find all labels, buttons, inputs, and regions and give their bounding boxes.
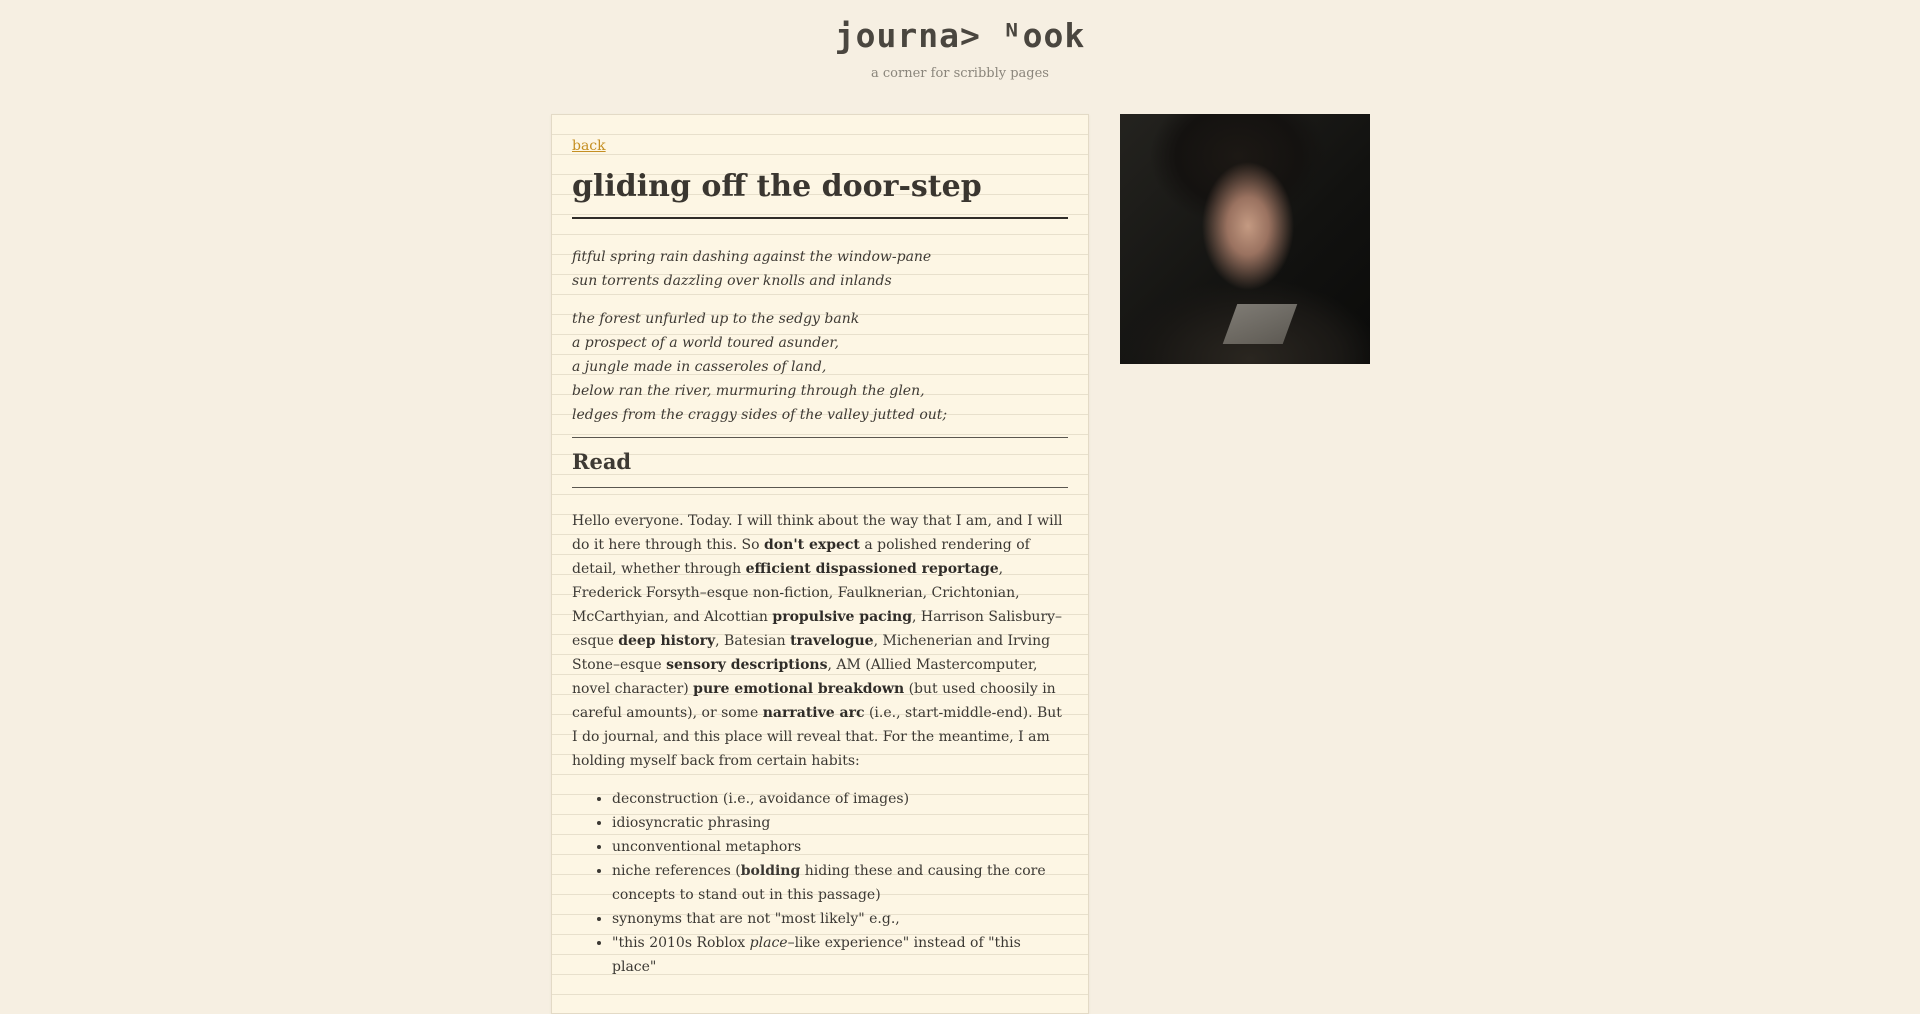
habit-item	[612, 931, 1068, 979]
post-card	[551, 114, 1089, 1014]
poem-stanza-1	[572, 245, 1068, 293]
site-tagline: a corner for scribbly pages	[871, 66, 1049, 81]
section-heading-read: Read	[572, 437, 1068, 488]
habit-item	[612, 787, 1068, 811]
text-segment: , Michenerian and Irving Stone–esque	[572, 633, 1051, 673]
text-segment: deconstruction (i.e., avoidance of images)	[612, 791, 910, 807]
bold-phrase: pure emotional breakdown	[693, 681, 905, 697]
bold-phrase: propulsive pacing	[772, 609, 912, 625]
portrait-collar	[1223, 304, 1298, 344]
poem-line: below ran the river, murmuring through the glen,	[572, 383, 925, 399]
site-title[interactable]: journa> ᴺook	[834, 16, 1086, 55]
poem-line: the forest unfurled up to the sedgy bank	[572, 311, 860, 327]
bold-phrase: efficient dispassioned reportage	[745, 561, 999, 577]
text-segment: , Harrison Salisbury–esque	[572, 609, 1063, 649]
post-title: gliding off the door-step	[572, 167, 1068, 219]
poem-line: sun torrents dazzling over knolls and inlands	[572, 273, 892, 289]
habits-list	[572, 787, 1068, 979]
text-segment: , AM (Allied Mastercomputer, novel character)	[572, 657, 1038, 697]
poem-line: a prospect of a world toured asunder,	[572, 335, 839, 351]
poem-stanza-2	[572, 307, 1068, 427]
text-segment: unconventional metaphors	[612, 839, 802, 855]
text-segment: , Batesian	[715, 633, 791, 649]
intro-paragraph	[572, 509, 1068, 773]
bold-phrase: sensory descriptions	[666, 657, 828, 673]
italic-phrase: place	[749, 935, 788, 951]
portrait-image	[1120, 114, 1370, 364]
back-link[interactable]: back	[572, 138, 606, 154]
habit-item	[612, 859, 1068, 907]
text-segment: hiding these and causing the core concepts to stand out in this passage)	[612, 863, 1046, 903]
bold-phrase: narrative arc	[762, 705, 865, 721]
text-segment: –like experience" instead of "this place"	[612, 935, 1021, 975]
habit-item	[612, 811, 1068, 835]
bold-phrase: don't expect	[764, 537, 860, 553]
habit-item	[612, 835, 1068, 859]
text-segment: , Frederick Forsyth–esque non-fiction, Faulknerian, Crichtonian, McCarthyian, and Alcottian	[572, 561, 1020, 625]
text-segment: (but used choosily in careful amounts), or some	[572, 681, 1056, 721]
poem-line: fitful spring rain dashing against the window-pane	[572, 249, 932, 265]
habit-item	[612, 907, 1068, 931]
text-segment: synonyms that are not "most likely" e.g.,	[612, 911, 900, 927]
text-segment: Hello everyone. Today. I will think about the way that I am, and I will do it here through this. So	[572, 513, 1063, 553]
text-segment: idiosyncratic phrasing	[612, 815, 771, 831]
bold-phrase: deep history	[618, 633, 716, 649]
poem-line: a jungle made in casseroles of land,	[572, 359, 827, 375]
site-header	[0, 0, 1920, 96]
bold-phrase: bolding	[740, 863, 801, 879]
bold-phrase: travelogue	[790, 633, 874, 649]
text-segment: niche references (	[612, 863, 741, 879]
text-segment: (i.e., start-middle-end). But I do journal, and this place will reveal that. For the meantime, I am holding myself back from certain habits:	[572, 705, 1062, 769]
poem-line: ledges from the craggy sides of the valley jutted out;	[572, 407, 948, 423]
text-segment: a polished rendering of detail, whether through	[572, 537, 1030, 577]
text-segment: "this 2010s Roblox	[612, 935, 750, 951]
